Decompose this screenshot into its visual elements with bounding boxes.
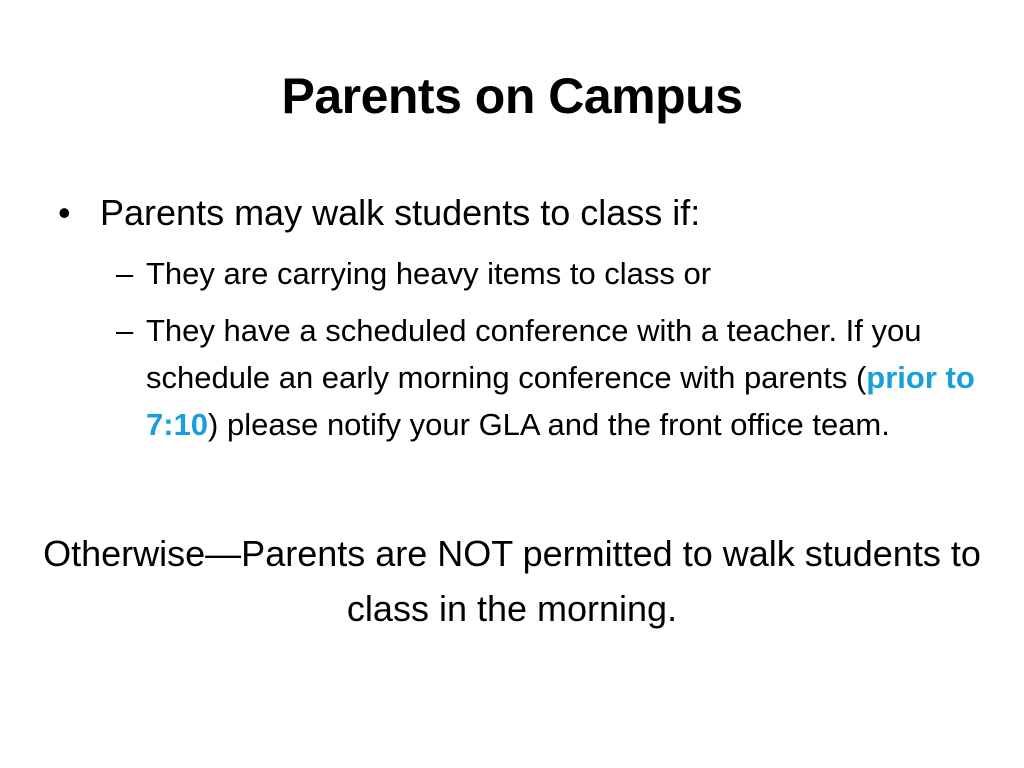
conference-text-before: They have a scheduled conference with a teacher. If you schedule an early morning conference with parents (: [146, 313, 922, 395]
sub-item-text: They are carrying heavy items to class or: [146, 256, 712, 291]
conference-text-after: ) please notify your GLA and the front office team.: [208, 407, 890, 442]
sub-item-marker: –: [116, 256, 134, 291]
sub-item-text: [146, 307, 976, 448]
closing-statement: Otherwise—Parents are NOT permitted to walk students to class in the morning.: [43, 533, 981, 629]
slide-title: Parents on Campus: [281, 68, 743, 124]
sub-item-conference: [116, 307, 976, 448]
sub-item-heavy-items: [116, 250, 976, 297]
bullet-marker: •: [58, 192, 71, 233]
main-bullet: [58, 188, 958, 238]
sub-item-marker: –: [116, 313, 134, 348]
main-bullet-text: Parents may walk students to class if:: [100, 192, 701, 233]
time-highlight: prior to 7:10: [146, 360, 975, 442]
